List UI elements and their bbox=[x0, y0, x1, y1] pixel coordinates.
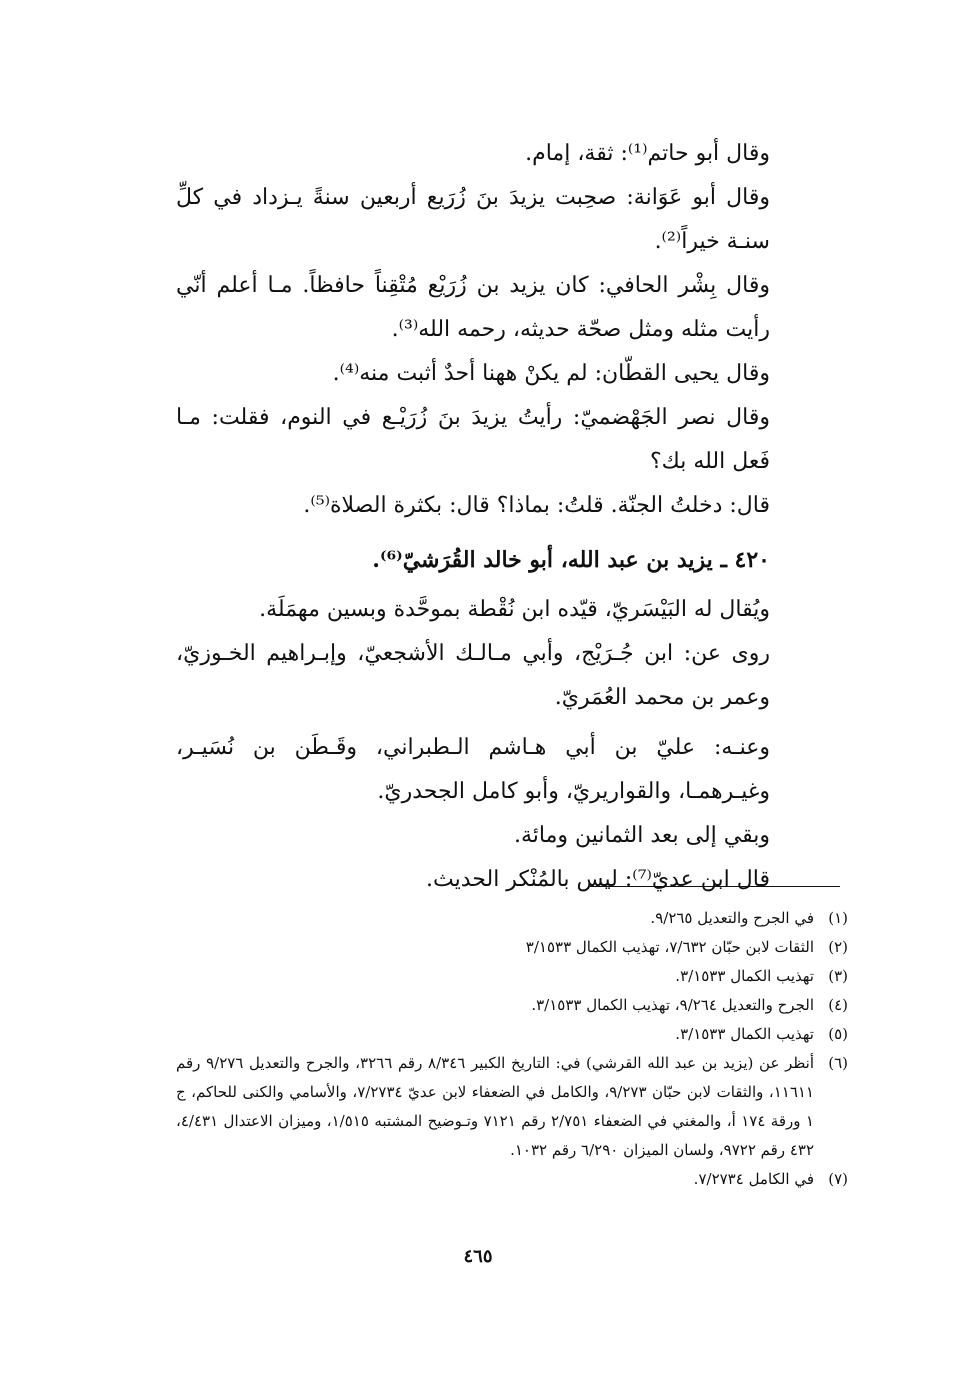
paragraph-nasr-al-jahdami: وقال نصر الجَهْضميّ: رأيتُ يزيدَ بنَ زُرَيْـع في النوم، فقلت: مـا فَعل الله بك؟ bbox=[176, 405, 770, 474]
footnote-4 bbox=[176, 991, 848, 1020]
footnote-1 bbox=[176, 904, 848, 933]
footnote-number: (٣) bbox=[828, 967, 848, 985]
footnote-text: في الجرح والتعديل ٩/٢٦٥. bbox=[650, 909, 814, 927]
entry-heading-420: ٤٢٠ ـ يزيد بن عبد الله، أبو خالد القُرَشيّ⁽⁶⁾. bbox=[372, 547, 770, 573]
footnote-3 bbox=[176, 962, 848, 991]
footnote-text: الجرح والتعديل ٩/٢٦٤، تهذيب الكمال ٣/١٥٣٣. bbox=[531, 996, 814, 1014]
footnote-text: تهذيب الكمال ٣/١٥٣٣. bbox=[675, 967, 814, 985]
footnote-number: (١) bbox=[828, 909, 848, 927]
paragraph-abu-awana: وقال أبو عَوَانة: صحِبت يزيدَ بنَ زُرَيع أربعين سنةً يـزداد في كلِّ سنـة خيراً⁽²⁾. bbox=[176, 185, 770, 254]
paragraph-dream-answer: قال: دخلتُ الجنّة. قلتُ: بماذا؟ قال: بكثرة الصلاة⁽⁵⁾. bbox=[303, 493, 770, 518]
footnote-text: الثقات لابن حبّان ٧/٦٣٢، تهذيب الكمال ٣/١٥٣٣ bbox=[525, 938, 814, 956]
footnote-text: تهذيب الكمال ٣/١٥٣٣. bbox=[675, 1025, 814, 1043]
paragraph-ibn-adi: قال ابن عديّ⁽⁷⁾: ليس بالمُنْكر الحديث. bbox=[426, 867, 770, 892]
main-text bbox=[176, 132, 800, 902]
footnote-5 bbox=[176, 1020, 848, 1049]
paragraph-abu-hatim: وقال أبو حاتم⁽¹⁾: ثقة، إمام. bbox=[525, 141, 770, 166]
footnote-number: (٤) bbox=[828, 996, 848, 1014]
footnote-text: أنظر عن (يزيد بن عبد الله القرشي) في: التاريخ الكبير ٨/٣٤٦ رقم ٣٢٦٦، والجرح والتعديل ٩/٢٧٦ رقم ١١٦١١، والثقات لابن حبّان ٩/٢٧٣، والكامل في الضعفاء لابن عديّ ٧/٢٧٣٤، والأسامي والكنى للحاكم، ج ١ ورقة ١٧٤ أ، والمغني في الضعفاء ٢/٧٥١ رقم ٧١٢١ وتـوضيح المشتبه ١/٥١٥، وميزان الاعتدال ٤/٤٣١، ٤٣٢ رقم ٩٧٢٢، ولسان الميزان ٦/٢٩٠ رقم ١٠٣٢. bbox=[176, 1054, 814, 1159]
footnote-divider bbox=[590, 886, 840, 887]
paragraph-survived: وبقي إلى بعد الثمانين ومائة. bbox=[513, 823, 770, 848]
paragraph-bishr-al-hafi: وقال بِشْر الحافي: كان يزيد بن زُرَيْع مُتْقِناً حافظاً. مـا أعلم أنّي رأيت مثله ومثل صحّة حديثه، رحمه الله⁽³⁾. bbox=[176, 273, 770, 342]
paragraph-narrated-by: وعنـه: عليّ بن أبي هـاشم الـطبراني، وقَـطَن بن نُسَيـر، وغيـرهمـا، والقواريريّ، وأبو كامل الجحدريّ. bbox=[176, 735, 770, 804]
page-number: ٤٦٥ bbox=[463, 1246, 493, 1267]
footnote-number: (٧) bbox=[828, 1170, 848, 1188]
footnote-6 bbox=[176, 1049, 848, 1165]
footnotes bbox=[176, 904, 848, 1194]
footnote-number: (٦) bbox=[828, 1054, 848, 1072]
footnote-number: (٢) bbox=[828, 938, 848, 956]
footnote-2 bbox=[176, 933, 848, 962]
footnote-number: (٥) bbox=[828, 1025, 848, 1043]
paragraph-narrated-from: روى عن: ابن جُـرَيْج، وأبي مـالـك الأشجعيّ، وإبـراهيم الخـوزيّ، وعمر بن محمد العُمَريّ. bbox=[176, 641, 770, 710]
paragraph-yahya-al-qattan: وقال يحيى القطّان: لم يكنْ ههنا أحدٌ أثبت منه⁽⁴⁾. bbox=[332, 361, 770, 386]
footnote-text: في الكامل ٧/٢٧٣٤. bbox=[693, 1170, 814, 1188]
footnote-7 bbox=[176, 1165, 848, 1194]
paragraph-al-baysari: ويُقال له البَيْسَريّ، قيّده ابن نُقْطة بموحَّدة وبسين مهمَلَة. bbox=[259, 597, 770, 622]
